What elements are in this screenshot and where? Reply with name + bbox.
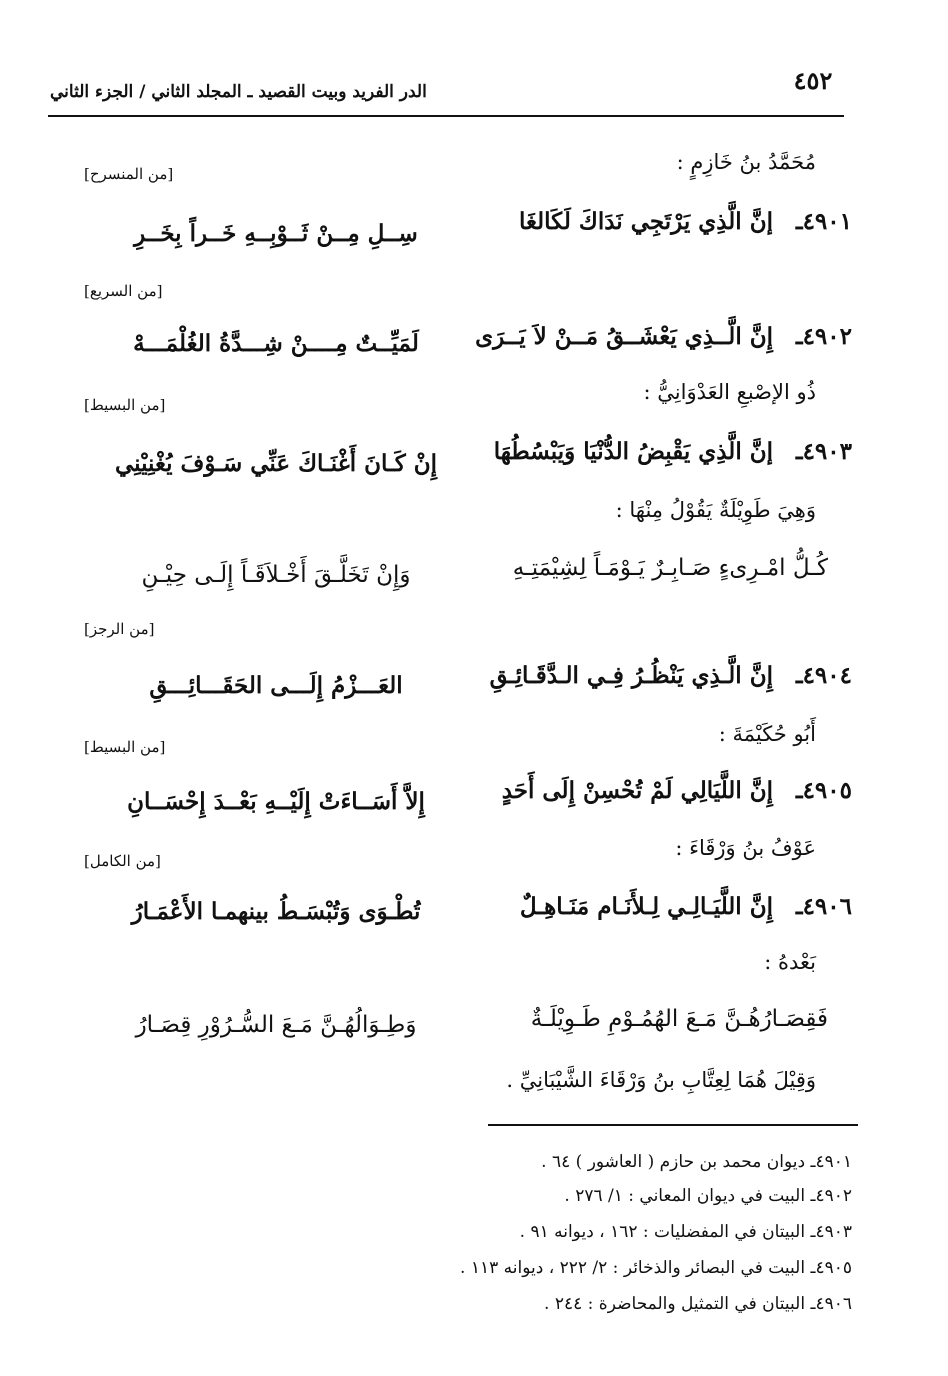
meter-label: [من البسيط] xyxy=(84,396,166,414)
page-number: ٤٥٢ xyxy=(793,66,833,95)
verse-hemistich-second: العَـــزْمُ إِلَـــى الحَقَـــائِـــقِ xyxy=(149,672,403,699)
verse-number: ٤٩٠٤ـ xyxy=(795,662,852,689)
verse-hemistich-second: وَطِـوَالُهُـنَّ مَـعَ السُّـرُوْرِ قِصَـارُ xyxy=(135,1012,417,1038)
verse-number: ٤٩٠٥ـ xyxy=(795,777,852,804)
header-rule xyxy=(48,115,844,117)
verse-hemistich-second: إِنْ كَـانَ أَغْنَـاكَ عَنِّي سَـوْفَ يُغْنِيْنِي xyxy=(114,450,438,477)
footnote: ٤٩٠١ـ ديوان محمد بن حازم ( العاشور ) ٦٤ . xyxy=(541,1152,852,1172)
verse-hemistich-first: إِنَّ اللَّيَـالِـي لِـلأَنَـام مَنَـاهِـلٌ xyxy=(519,893,773,920)
verse-number: ٤٩٠٢ـ xyxy=(795,323,852,350)
footnote: ٤٩٠٢ـ البيت في ديوان المعاني : ١/ ٢٧٦ . xyxy=(564,1186,852,1206)
verse-number: ٤٩٠٣ـ xyxy=(795,438,852,465)
verse-hemistich-second: تُطْـوَى وَتُبْسَـطُ بينهمـا الأَعْمَـارُ xyxy=(131,898,421,925)
verse-hemistich-second: إِلاَّ أَسَــاءَتْ إِلَيْــهِ بَعْــدَ إِحْسَــانِ xyxy=(127,788,425,815)
verse-hemistich-first: إِنَّ الَّـذِي يَنْظُـرُ فِـي الـدَّقَـائِـقِ xyxy=(489,662,773,689)
verse-hemistich-first: كُـلُّ امْـرِىءٍ صَـابِـرٌ يَـوْمَـاً لِشِيْمَتِـهِ xyxy=(512,555,828,581)
running-header: الدر الفريد وبيت القصيد ـ المجلد الثاني / الجزء الثاني xyxy=(50,82,427,102)
footnote: ٤٩٠٥ـ البيت في البصائر والذخائر : ٢/ ٢٢٢ ، ديوانه ١١٣ . xyxy=(460,1258,852,1278)
verse-hemistich-second: سِــلِ مِــنْ ثَــوْبِــهِ خَــراً بِخَــرِ xyxy=(134,220,418,247)
verse-hemistich-first: إِنَّ اللَّيَالِي لَمْ تُحْسِنْ إِلَى أَحَدٍ xyxy=(501,777,773,804)
meter-label: [من المنسرح] xyxy=(84,165,174,183)
intro-note: وَهِيَ طَوِيْلَةٌ يَقُوْلُ مِنْهَا : xyxy=(615,498,816,522)
footnote: ٤٩٠٦ـ البيتان في التمثيل والمحاضرة : ٢٤٤ . xyxy=(544,1294,852,1314)
meter-label: [من البسيط] xyxy=(84,738,166,756)
meter-label: [من السريع] xyxy=(84,282,163,300)
verse-hemistich-first: إنَّ الَّذِي يَرْتَجِي نَدَاكَ لَكَالغَا xyxy=(519,208,773,235)
closing-note: وَقِيْلَ هُمَا لِعِتَّابِ بنُ وَرْقَاءَ الشَّيْبَانِيِّ . xyxy=(506,1068,816,1092)
meter-label: [من الرجز] xyxy=(84,620,155,638)
verse-hemistich-second: لَمَيِّــتٌ مِــــنْ شِـــدَّةُ الغُلْمَـــهْ xyxy=(133,330,419,357)
intro-note: بَعْدهُ : xyxy=(764,950,816,974)
verse-hemistich-second: وَإِنْ تَخَلَّـقَ أَخْـلاَقَـاً إِلَـى حِيْـنِ xyxy=(141,562,411,588)
verse-number: ٤٩٠١ـ xyxy=(795,208,852,235)
footnote-rule xyxy=(488,1124,858,1126)
verse-hemistich-first: فَقِصَـارُهُـنَّ مَـعَ الهُمُـوْمِ طَـوِيْلَـةٌ xyxy=(530,1006,828,1032)
verse-hemistich-first: إِنَّ الَّــذِي يَعْشَــقُ مَــنْ لاَ يَــرَى xyxy=(475,323,773,350)
poet-name: عَوْفُ بنُ وَرْقَاءَ : xyxy=(675,836,816,860)
verse-number: ٤٩٠٦ـ xyxy=(795,893,852,920)
meter-label: [من الكامل] xyxy=(84,852,161,870)
footnote: ٤٩٠٣ـ البيتان في المفضليات : ١٦٢ ، ديوانه ٩١ . xyxy=(519,1222,852,1242)
poet-name: مُحَمَّدُ بنُ خَازِمٍ : xyxy=(676,150,816,174)
poet-name: ذُو الإصْبعِ العَدْوَانِيُّ : xyxy=(643,380,816,404)
verse-hemistich-first: إنَّ الَّذِي يَقْبِضُ الدُّنْيَا وَيَبْسُطُهَا xyxy=(493,438,773,465)
poet-name: أَبُو حُكَيْمَةَ : xyxy=(718,722,816,746)
